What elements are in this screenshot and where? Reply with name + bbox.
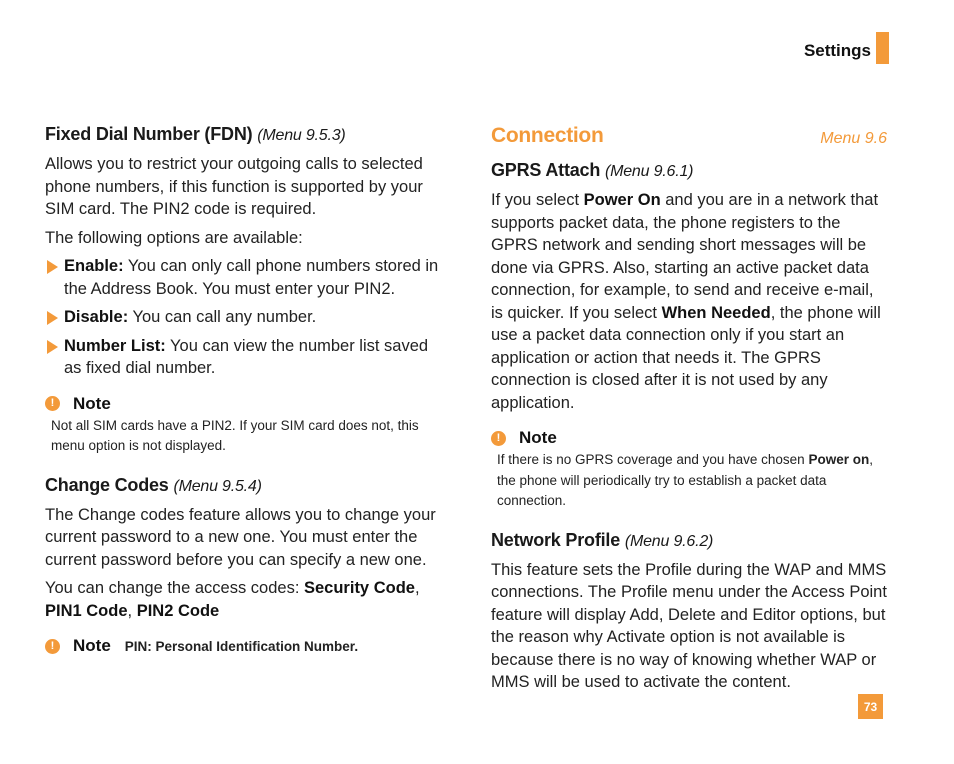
change-codes-heading — [45, 475, 440, 496]
separator: , — [414, 579, 420, 597]
change-codes-menu-ref: (Menu 9.5.4) — [173, 477, 262, 495]
gprs-text: If you select — [491, 191, 584, 209]
gprs-note-text — [491, 450, 887, 512]
fdn-heading — [45, 124, 440, 145]
header-accent-bar — [876, 32, 889, 64]
gprs-heading — [491, 160, 887, 181]
power-on-term: Power on — [808, 452, 870, 467]
triangle-bullet-icon — [47, 311, 58, 325]
fdn-note-text: Not all SIM cards have a PIN2. If your SIM card does not, this menu option is not displayed. — [51, 417, 419, 453]
pin-note-text — [125, 639, 358, 654]
connection-menu-ref: Menu 9.6 — [820, 130, 887, 147]
fdn-option-number-list — [45, 335, 440, 380]
fdn-menu-ref: (Menu 9.5.3) — [257, 127, 346, 144]
change-codes-description: The Change codes feature allows you to change your current password to a new one. You must enter the current password before you can specify a new one. — [45, 505, 436, 569]
triangle-bullet-icon — [47, 260, 58, 274]
change-codes-title: Change Codes — [45, 474, 169, 495]
network-profile-heading — [491, 530, 887, 551]
access-codes-lead: You can change the access codes: — [45, 579, 304, 597]
pin2-code-term: PIN2 Code — [136, 601, 220, 620]
gprs-text: , the phone will use a packet data connection only if you start an application or action that needs it. The GPRS connection is closed after it is not used by any application. — [491, 303, 881, 412]
gprs-text: and you are in a network that supports packet data, the phone registers to the GPRS network and sending short messages will be done via GPRS. Also, starting an active packet data connection, for example, to send and receive e-mail, is quicker. If you select — [491, 191, 879, 322]
pin-definition: Personal Identification Number. — [151, 638, 359, 654]
when-needed-term: When Needed — [661, 303, 771, 322]
gprs-note-part: , the phone will periodically try to establish a packet data connection. — [497, 452, 873, 508]
note-label: Note — [73, 636, 111, 655]
pin1-code-term: PIN1 Code — [45, 601, 128, 620]
change-codes-note — [45, 636, 440, 656]
gprs-title: GPRS Attach — [491, 160, 601, 180]
connection-title: Connection — [491, 124, 604, 147]
fdn-option-label: Enable: — [64, 257, 124, 275]
right-column — [491, 124, 887, 694]
exclamation-icon: ! — [45, 639, 60, 654]
security-code-term: Security Code — [304, 579, 415, 597]
fdn-option-label: Disable: — [64, 308, 129, 326]
exclamation-icon: ! — [45, 396, 60, 411]
network-profile-menu-ref: (Menu 9.6.2) — [624, 532, 714, 550]
header-title: Settings — [803, 41, 871, 60]
fdn-option-text: You can only call phone numbers stored in the Address Book. You must enter your PIN2. — [64, 257, 439, 298]
fdn-note-heading — [45, 394, 440, 414]
fdn-description: Allows you to restrict your outgoing calls to selected phone numbers, if this function is supported by your SIM card. The PIN2 code is required. — [45, 155, 423, 218]
note-label: Note — [73, 393, 111, 413]
connection-heading — [491, 124, 887, 148]
pin-term: PIN: — [124, 638, 152, 654]
fdn-option-label: Number List: — [64, 336, 166, 355]
network-profile-description: This feature sets the Profile during the WAP and MMS connections. The Profile menu under the Access Point feature will display Add, Delete and Editor options, but the reason why Activate option is not available is because there is no way of knowing whether WAP or MMS will be used to activate the content. — [491, 560, 887, 691]
gprs-menu-ref: (Menu 9.6.1) — [604, 163, 694, 180]
change-codes-access-codes — [45, 577, 440, 622]
fdn-title: Fixed Dial Number (FDN) — [45, 124, 253, 144]
fdn-option-enable — [45, 255, 440, 300]
page-number: 73 — [858, 694, 883, 719]
left-column — [45, 124, 440, 656]
network-profile-title: Network Profile — [491, 529, 621, 550]
fdn-option-disable — [45, 306, 440, 329]
note-label: Note — [519, 428, 557, 447]
exclamation-icon: ! — [491, 431, 506, 446]
separator: , — [127, 601, 137, 620]
fdn-options-intro: The following options are available: — [45, 228, 303, 247]
triangle-bullet-icon — [47, 340, 58, 354]
fdn-option-text: You can call any number. — [128, 308, 317, 326]
power-on-term: Power On — [583, 191, 661, 209]
gprs-note-part: If there is no GPRS coverage and you have chosen — [497, 452, 809, 467]
fdn-option-text: You can view the number list saved as fixed dial number. — [64, 336, 429, 377]
gprs-note-heading — [491, 428, 887, 448]
gprs-description — [491, 189, 887, 414]
